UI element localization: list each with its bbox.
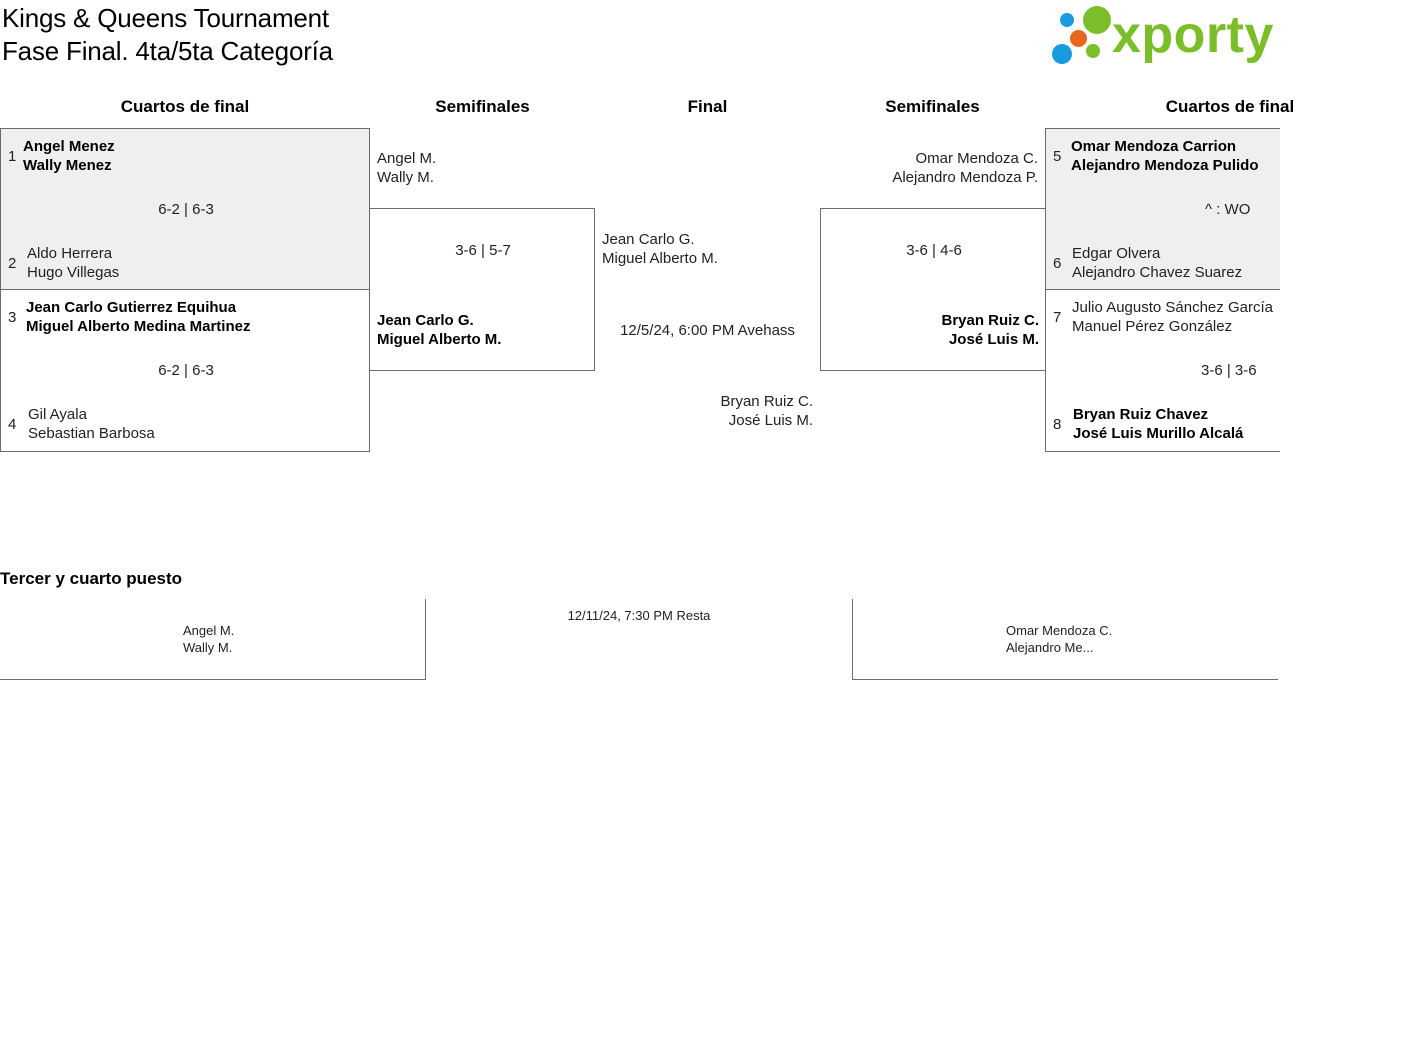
team-player-1: Angel Menez [23, 138, 115, 155]
xporty-logo [1050, 4, 1276, 68]
logo-dot-green-small-icon [1086, 44, 1100, 58]
header-sf-left: Semifinales [435, 97, 530, 116]
third-place-match-info: 12/11/24, 7:30 PM Resta [567, 608, 711, 623]
logo-wordmark: xporty [1112, 6, 1274, 64]
team-player-2: José Luis Murillo Alcalá [1073, 425, 1244, 442]
seed-number: 4 [8, 416, 17, 433]
seed-number: 5 [1053, 148, 1062, 165]
header-final: Final [687, 97, 728, 116]
team-player-1: Angel M. [183, 623, 235, 638]
match-score: ^ : WO [1205, 201, 1251, 218]
team-player-1: Omar Mendoza Carrion [1071, 138, 1237, 155]
final-bottom-player-1: Bryan Ruiz C. [720, 393, 813, 410]
seed-number: 2 [8, 255, 17, 272]
sf-left-bottom-player-2: Miguel Alberto M. [377, 331, 502, 348]
logo-dot-blue-icon [1052, 44, 1072, 64]
header-sf-right: Semifinales [885, 97, 980, 116]
match-score: 6-2 | 6-3 [158, 362, 214, 379]
sf-right-match [820, 208, 1046, 371]
team-player-2: Sebastian Barbosa [28, 425, 155, 442]
sf-left-top-player-1: Angel M. [377, 150, 437, 167]
seed-number: 3 [8, 309, 17, 326]
team-player-2: Alejandro Mendoza Pulido [1071, 157, 1259, 174]
sf-left-top-player-2: Wally M. [377, 169, 434, 186]
team-player-1: Bryan Ruiz Chavez [1073, 406, 1209, 423]
third-place-left-team [0, 599, 426, 680]
third-place-right-team [852, 599, 1278, 680]
team-player-1: Omar Mendoza C. [1006, 623, 1113, 638]
final-top-player-2: Miguel Alberto M. [602, 250, 718, 267]
final-match-info: 12/5/24, 6:00 PM Avehass [620, 322, 795, 339]
match-score: 6-2 | 6-3 [158, 201, 214, 218]
qf-match-4 [1045, 289, 1280, 452]
team-player-1: Edgar Olvera [1072, 245, 1161, 262]
team-player-1: Jean Carlo Gutierrez Equihua [26, 299, 237, 316]
final-top-player-1: Jean Carlo G. [602, 231, 695, 248]
qf-match-1 [0, 128, 370, 290]
team-player-1: Gil Ayala [28, 406, 87, 423]
logo-dot-orange-icon [1070, 30, 1087, 47]
title-line-1: Kings & Queens Tournament [2, 3, 329, 33]
match-score: 3-6 | 5-7 [455, 242, 511, 259]
team-player-2: Alejandro Me... [1006, 640, 1094, 655]
sf-right-bottom-player-2: José Luis M. [948, 331, 1039, 348]
title-line-2: Fase Final. 4ta/5ta Categoría [2, 36, 333, 66]
qf-match-3 [1045, 128, 1280, 290]
team-player-2: Wally Menez [23, 157, 112, 174]
sf-left-match [369, 208, 595, 371]
tournament-title [2, 2, 333, 68]
sf-right-top-player-2: Alejandro Mendoza P. [892, 169, 1038, 186]
team-player-2: Miguel Alberto Medina Martinez [26, 318, 251, 335]
team-player-2: Manuel Pérez González [1072, 318, 1233, 335]
team-player-1: Julio Augusto Sánchez García [1072, 299, 1273, 316]
qf-match-2 [0, 289, 370, 452]
seed-number: 8 [1053, 416, 1062, 433]
sf-left-bottom-player-1: Jean Carlo G. [377, 312, 474, 329]
match-score: 3-6 | 3-6 [1201, 362, 1257, 379]
logo-dot-green-icon [1083, 6, 1111, 34]
team-player-2: Wally M. [183, 640, 233, 655]
team-player-2: Hugo Villegas [27, 264, 120, 281]
final-bottom-player-2: José Luis M. [728, 412, 813, 429]
seed-number: 1 [8, 148, 17, 165]
third-place-title: Tercer y cuarto puesto [0, 569, 183, 588]
header-qf-right: Cuartos de final [1165, 97, 1295, 116]
seed-number: 6 [1053, 255, 1062, 272]
header-qf-left: Cuartos de final [120, 97, 250, 116]
team-player-1: Aldo Herrera [27, 245, 113, 262]
team-player-2: Alejandro Chavez Suarez [1072, 264, 1243, 281]
seed-number: 7 [1053, 309, 1062, 326]
sf-right-top-player-1: Omar Mendoza C. [915, 150, 1038, 167]
match-score: 3-6 | 4-6 [906, 242, 962, 259]
logo-dot-blue-small-icon [1060, 13, 1074, 27]
sf-right-bottom-player-1: Bryan Ruiz C. [941, 312, 1039, 329]
